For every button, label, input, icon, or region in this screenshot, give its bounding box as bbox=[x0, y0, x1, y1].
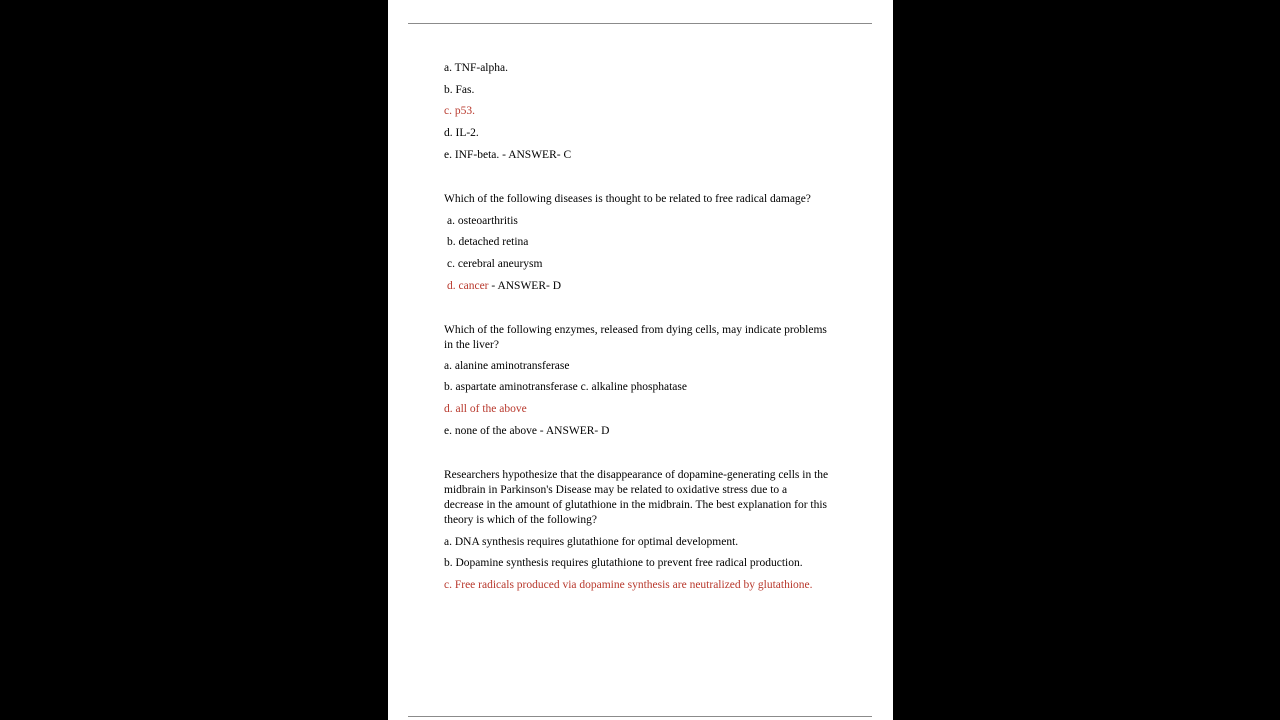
question-stem-line-2: in the liver? bbox=[444, 338, 499, 351]
option-line: b. Fas. bbox=[444, 83, 475, 96]
question-paragraph-line: decrease in the amount of glutathione in the midbrain. The best explanation for this bbox=[444, 498, 828, 511]
option-line: c. cerebral aneurysm bbox=[447, 257, 543, 270]
question-stem: Which of the following diseases is thought to be related to free radical damage? bbox=[444, 193, 811, 205]
option-line: a. alanine aminotransferase bbox=[444, 359, 570, 372]
option-line: b. detached retina bbox=[447, 236, 529, 249]
option-line: a. osteoarthritis bbox=[447, 214, 518, 227]
question-stem-line-1: Which of the following enzymes, released from dying cells, may indicate problems bbox=[444, 324, 827, 336]
question-paragraph-line: Researchers hypothesize that the disappearance of dopamine-generating cells in the bbox=[444, 469, 829, 481]
option-line: b. aspartate aminotransferase c. alkaline phosphatase bbox=[444, 381, 687, 394]
option-line: a. TNF-alpha. bbox=[444, 62, 508, 74]
option-line: a. DNA synthesis requires glutathione for optimal development. bbox=[444, 535, 739, 548]
question-3-block bbox=[444, 323, 856, 446]
option-line: b. Dopamine synthesis requires glutathione to prevent free radical production. bbox=[444, 557, 803, 570]
option-line-with-answer: e. none of the above - ANSWER- D bbox=[444, 424, 610, 437]
option-line-with-answer: e. INF-beta. - ANSWER- C bbox=[444, 148, 572, 161]
option-line-highlighted: d. cancer - ANSWER- D bbox=[447, 279, 562, 292]
question-2-block bbox=[444, 193, 856, 301]
question-paragraph-line: theory is which of the following? bbox=[444, 513, 597, 526]
header-divider-rule bbox=[408, 23, 872, 24]
option-line-highlighted: c. Free radicals produced via dopamine synthesis are neutralized by glutathione. bbox=[444, 579, 813, 592]
option-line-highlighted: c. p53. bbox=[444, 105, 475, 118]
document-page bbox=[388, 0, 893, 720]
option-line: d. IL-2. bbox=[444, 127, 479, 140]
question-1-options-block bbox=[444, 62, 856, 170]
option-line-highlighted: d. all of the above bbox=[444, 402, 527, 415]
question-4-block bbox=[444, 468, 856, 600]
footer-divider-rule bbox=[408, 716, 872, 717]
question-paragraph-line: midbrain in Parkinson's Disease may be related to oxidative stress due to a bbox=[444, 483, 788, 496]
